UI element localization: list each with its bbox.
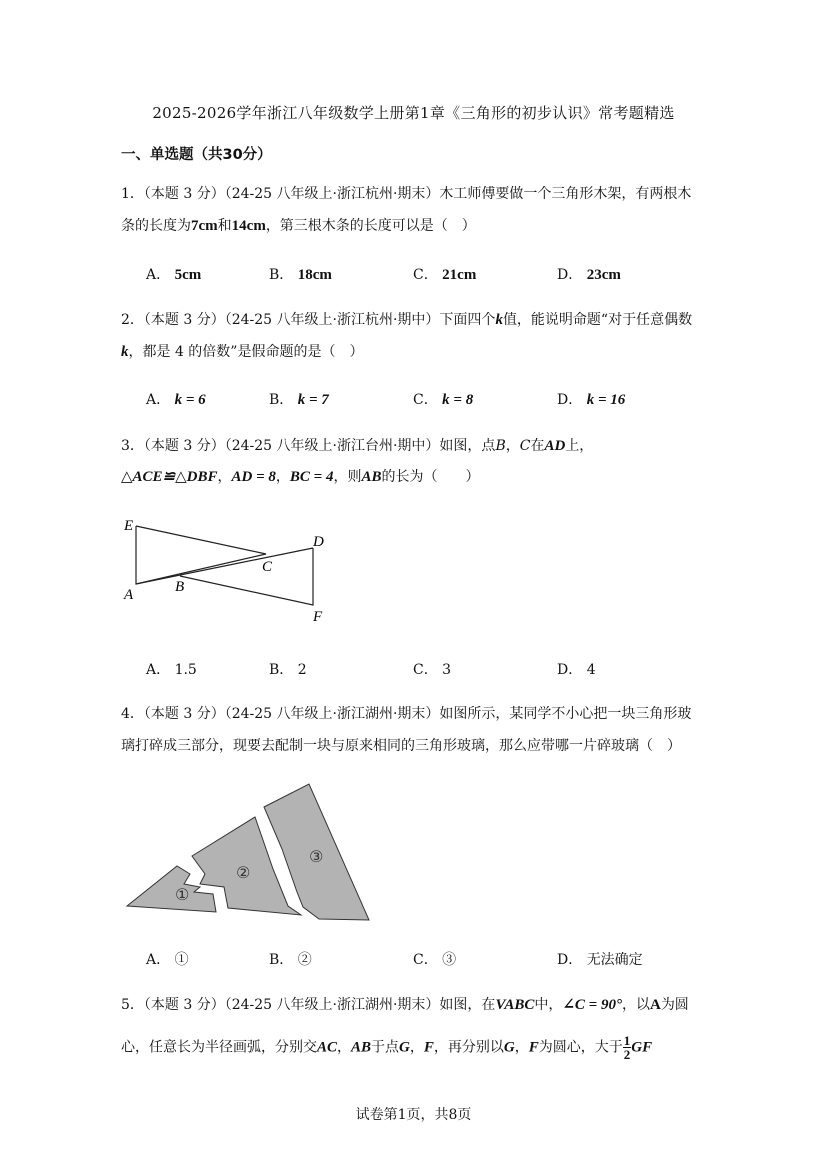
piece-label-3: ③ bbox=[309, 847, 324, 866]
q4-line1: 4．（本题 3 分）（24-25 八年级上·浙江湖州·期末）如图所示，某同学不小心把一块三角形玻 bbox=[121, 706, 692, 722]
q1-option-a[interactable]: A． 5cm bbox=[146, 267, 202, 283]
triangle-ace bbox=[136, 526, 266, 584]
label-b: B bbox=[175, 579, 185, 595]
label-f: F bbox=[313, 609, 323, 625]
page-title: 2025-2026学年浙江八年级数学上册第1章《三角形的初步认识》常考题精选 bbox=[152, 104, 675, 122]
q4-option-c[interactable]: C． ③ bbox=[413, 952, 457, 968]
triangle-dbf bbox=[180, 548, 313, 605]
q3-option-a[interactable]: A． 1.5 bbox=[146, 662, 197, 678]
q5-line1: 5．（本题 3 分）（24-25 八年级上·浙江湖州·期末）如图，在VABC中，∠C = 90°，以A为圆 bbox=[121, 997, 689, 1013]
q5-line2: 心，任意长为半径画弧，分别交AC，AB于点G，F，再分别以G，F为圆心，大于 $\frac{1}{2}$ GF bbox=[121, 1033, 653, 1062]
segment-ad bbox=[136, 548, 313, 584]
q3-option-d[interactable]: D． 4 bbox=[557, 662, 596, 678]
q1-line1: 1．（本题 3 分）（24-25 八年级上·浙江杭州·期末）木工师傅要做一个三角形木架，有两根木 bbox=[121, 186, 692, 202]
piece-label-2: ② bbox=[236, 863, 251, 882]
q3-line1: 3．（本题 3 分）（24-25 八年级上·浙江台州·期中）如图，点B，C在AD上， bbox=[121, 438, 594, 454]
q2-option-b[interactable]: B． k = 7 bbox=[269, 392, 329, 408]
label-d: D bbox=[313, 534, 324, 550]
q1-line2: 条的长度为7cm和14cm，第三根木条的长度可以是（ ） bbox=[121, 218, 476, 234]
label-a: A bbox=[124, 587, 134, 603]
piece-label-1: ① bbox=[175, 885, 190, 904]
q2-option-d[interactable]: D． k = 16 bbox=[557, 392, 626, 408]
q1-option-c[interactable]: C． 21cm bbox=[413, 267, 477, 283]
label-e: E bbox=[124, 518, 134, 534]
q3-line2: △ACE≌△DBF，AD = 8，BC = 4，则AB的长为（ ） bbox=[121, 469, 480, 485]
q2-option-c[interactable]: C． k = 8 bbox=[413, 392, 474, 408]
page-footer: 试卷第1页，共8页 bbox=[355, 1107, 472, 1123]
q2-line2: k，都是 4 的倍数”是假命题的是（ ） bbox=[121, 344, 364, 360]
section-heading: 一、单选题（共30分） bbox=[121, 147, 272, 163]
q2-line1: 2．（本题 3 分）（24-25 八年级上·浙江杭州·期中）下面四个k值，能说明命题“对于任意偶数 bbox=[121, 312, 693, 328]
q3-figure bbox=[118, 512, 338, 627]
fraction-half: $\frac{1}{2}$ bbox=[623, 1033, 631, 1062]
q4-figure bbox=[120, 780, 380, 925]
glass-piece-1 bbox=[127, 866, 216, 912]
q4-option-a[interactable]: A． ① bbox=[146, 952, 189, 968]
q3-option-b[interactable]: B． 2 bbox=[269, 662, 307, 678]
q1-option-b[interactable]: B． 18cm bbox=[269, 267, 332, 283]
label-c: C bbox=[262, 559, 273, 575]
q3-option-c[interactable]: C． 3 bbox=[413, 662, 452, 678]
q4-option-b[interactable]: B． ② bbox=[269, 952, 312, 968]
q1-option-d[interactable]: D． 23cm bbox=[557, 267, 621, 283]
q4-option-d[interactable]: D． 无法确定 bbox=[557, 952, 643, 968]
q2-option-a[interactable]: A． k = 6 bbox=[146, 392, 206, 408]
q4-line2: 璃打碎成三部分，现要去配制一块与原来相同的三角形玻璃，那么应带哪一片碎玻璃（ ） bbox=[121, 738, 681, 754]
